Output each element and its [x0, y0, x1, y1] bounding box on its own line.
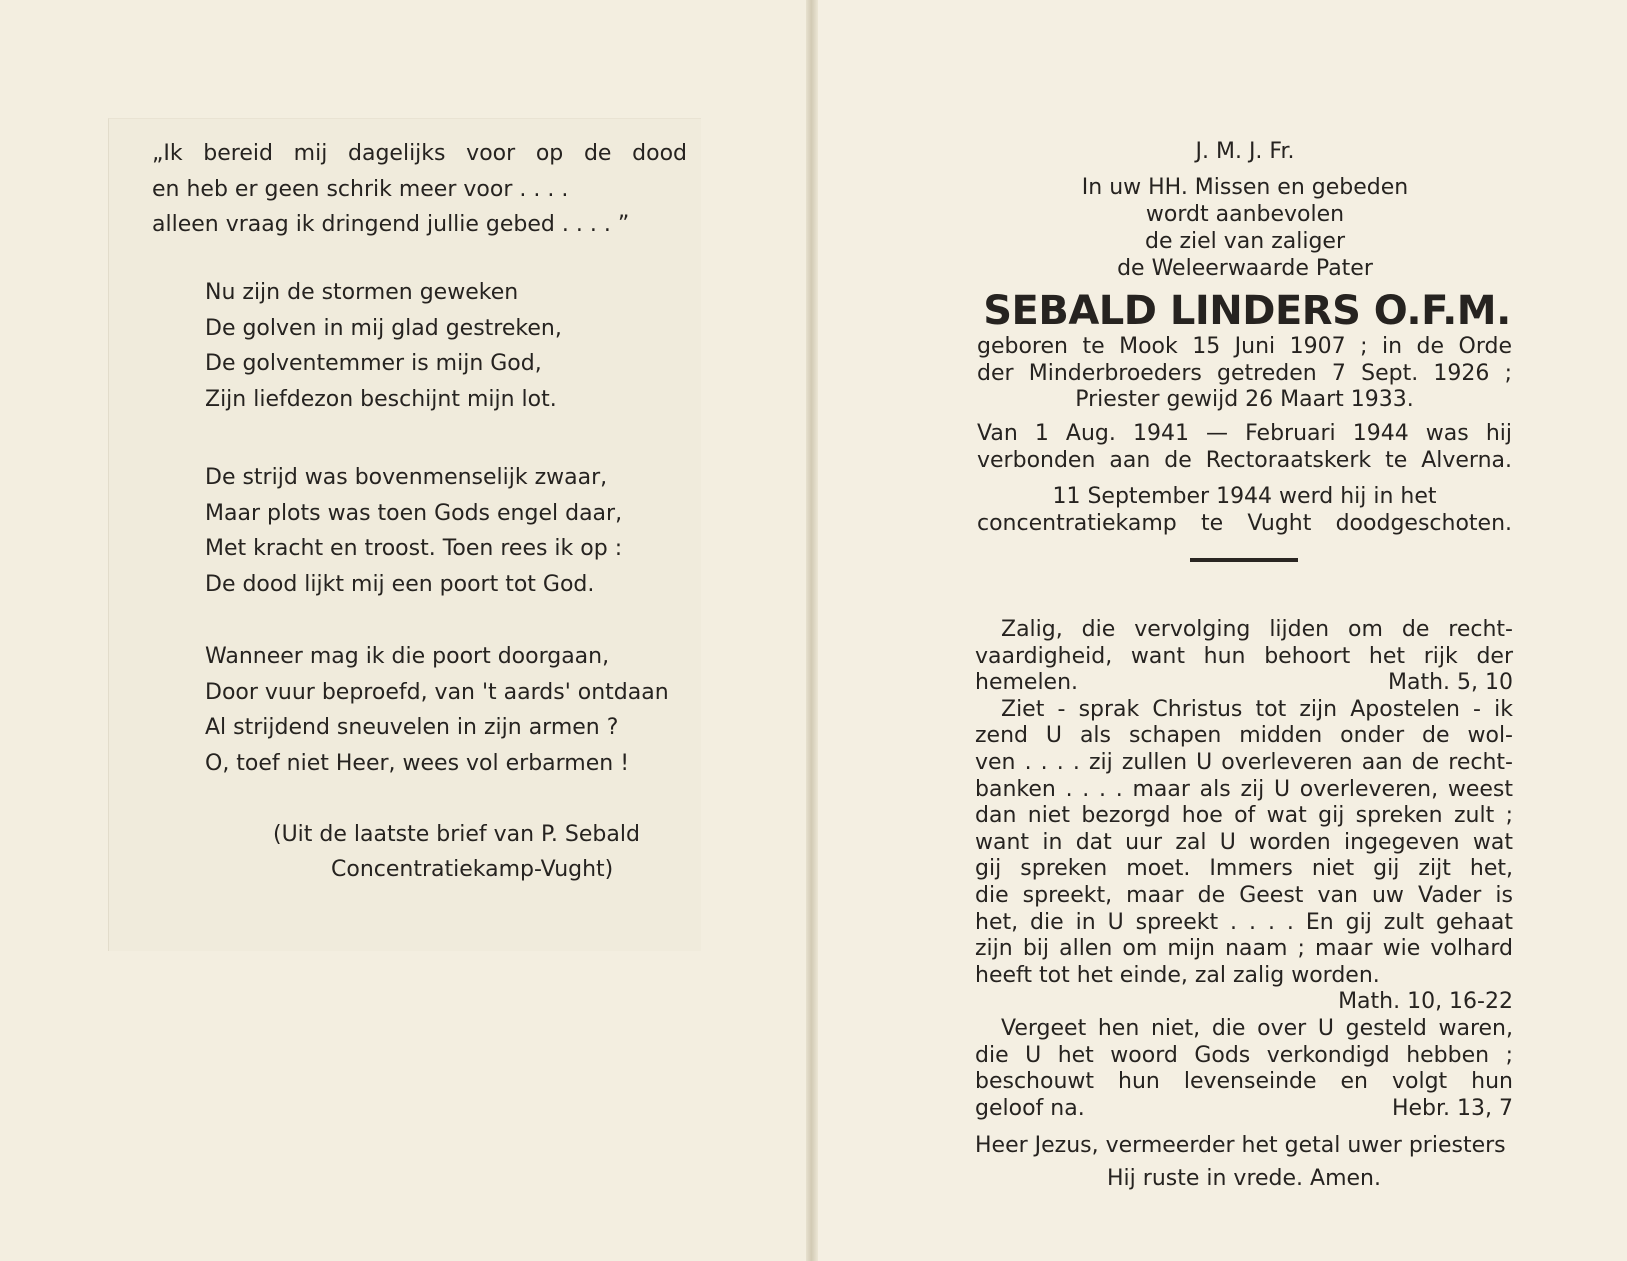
- header-monogram: J. M. J. Fr.: [1195, 139, 1295, 164]
- scripture-block: [975, 617, 1513, 1122]
- prayer-line: Hij ruste in vrede. Amen.: [1107, 1166, 1381, 1191]
- poem-stanza-3: [205, 639, 685, 781]
- bio-death: [977, 484, 1512, 537]
- poem-line: De dood lijkt mij een poort tot God.: [205, 571, 595, 597]
- scripture-reference: Math. 10, 16-22: [1338, 989, 1513, 1015]
- scripture-line: Zalig, die vervolging lijden om de recht-: [1001, 617, 1513, 642]
- scripture-reference: Hebr. 13, 7: [1391, 1095, 1513, 1121]
- poem-stanza-2: [205, 460, 685, 602]
- header-line: In uw HH. Missen en gebeden: [1081, 175, 1409, 200]
- header-line: de Weleerwaarde Pater: [1117, 256, 1373, 281]
- poem-line: Al strijdend sneuvelen in zijn armen ?: [205, 715, 619, 740]
- bio-line: Priester gewijd 26 Maart 1933.: [1075, 387, 1414, 412]
- scripture-line: zijn bij allen om mijn naam ; maar wie volhard: [975, 936, 1513, 962]
- bio-line: Van 1 Aug. 1941 — Februari 1944 was hij: [977, 421, 1512, 446]
- scripture-line: [975, 670, 1513, 697]
- scripture-text: geloof na.: [975, 1095, 1085, 1121]
- poem-line: Maar plots was toen Gods engel daar,: [205, 500, 623, 526]
- poem-line: Nu zijn de stormen geweken: [205, 280, 519, 305]
- poem-line: Met kracht en troost. Toen rees ik op :: [205, 536, 623, 561]
- poem-line: De golventemmer is mijn God,: [205, 351, 542, 376]
- opening-quote: [152, 136, 687, 243]
- scripture-text: hemelen.: [975, 670, 1079, 696]
- scripture-line: banken . . . . maar als zij U overleveren, weest: [975, 776, 1513, 802]
- scripture-line: Vergeet hen niet, die over U gesteld waren,: [1001, 1015, 1513, 1041]
- scripture-line: beschouwt hun levenseinde en volgt hun: [975, 1069, 1513, 1095]
- scripture-line: [975, 1096, 1513, 1123]
- scripture-line: dan niet bezorgd hoe of wat gij spreken zult ;: [975, 803, 1513, 829]
- quote-line: alleen vraag ik dringend jullie gebed . . . . ”: [152, 212, 630, 237]
- scripture-line: vaardigheid, want hun behoort het rijk der: [975, 643, 1513, 669]
- poem-line: De golven in mij glad gestreken,: [205, 315, 562, 341]
- prayer-line: Heer Jezus, vermeerder het getal uwer priesters: [975, 1133, 1506, 1158]
- poem-line: De strijd was bovenmenselijk zwaar,: [205, 465, 608, 490]
- source-attribution: [273, 817, 693, 887]
- scripture-line: zend U als schapen midden onder de wol-: [975, 723, 1513, 749]
- bio-line: 11 September 1944 werd hij in het: [1052, 484, 1437, 509]
- bio-line: der Minderbroeders getreden 7 Sept. 1926 ;: [977, 360, 1512, 386]
- header-line: wordt aanbevolen: [1145, 202, 1345, 227]
- poem-line: O, toef niet Heer, wees vol erbarmen !: [205, 750, 630, 776]
- scripture-line: het, die in U spreekt . . . . En gij zult gehaat: [975, 909, 1513, 935]
- scripture-line: die U het woord Gods verkondigd hebben ;: [975, 1042, 1513, 1068]
- bio-line: verbonden aan de Rectoraatskerk te Alverna.: [977, 447, 1512, 473]
- header-line: de ziel van zaliger: [1144, 229, 1346, 254]
- deceased-name: SEBALD LINDERS O.F.M.: [983, 288, 1511, 334]
- closing-prayer: [975, 1129, 1513, 1195]
- scripture-line: heeft tot het einde, zal zalig worden.: [975, 962, 1380, 988]
- poem-line: Zijn liefdezon beschijnt mijn lot.: [205, 386, 557, 412]
- scripture-line: Ziet - sprak Christus tot zijn Apostelen - ik: [1001, 696, 1513, 722]
- bio-service: [977, 421, 1512, 474]
- scripture-reference: Math. 5, 10: [1388, 670, 1513, 696]
- quote-line: en heb er geen schrik meer voor . . . .: [152, 176, 569, 202]
- attribution-line: (Uit de laatste brief van P. Sebald: [273, 822, 640, 847]
- poem-line: Wanneer mag ik die poort doorgaan,: [205, 644, 610, 669]
- bio-line: geboren te Mook 15 Juni 1907 ; in de Orde: [977, 334, 1512, 359]
- card-fold: [806, 0, 818, 1261]
- bio-birth: [977, 334, 1512, 414]
- attribution-line: Concentratiekamp-Vught): [331, 857, 614, 882]
- quote-line: „Ik bereid mij dagelijks voor op de dood: [152, 141, 687, 166]
- dedication-header: [975, 138, 1515, 282]
- divider-rule: [1190, 558, 1298, 562]
- scripture-line: ven . . . . zij zullen U overleveren aan de recht-: [975, 749, 1513, 775]
- scripture-line: gij spreken moet. Immers niet gij zijt het,: [975, 856, 1513, 882]
- poem-stanza-1: [205, 275, 685, 417]
- poem-line: Door vuur beproefd, van 't aards' ontdaan: [205, 679, 669, 705]
- bio-line: concentratiekamp te Vught doodgeschoten.: [977, 510, 1512, 536]
- scripture-line: die spreekt, maar de Geest van uw Vader is: [975, 882, 1513, 908]
- scripture-line: want in dat uur zal U worden ingegeven wat: [975, 829, 1513, 855]
